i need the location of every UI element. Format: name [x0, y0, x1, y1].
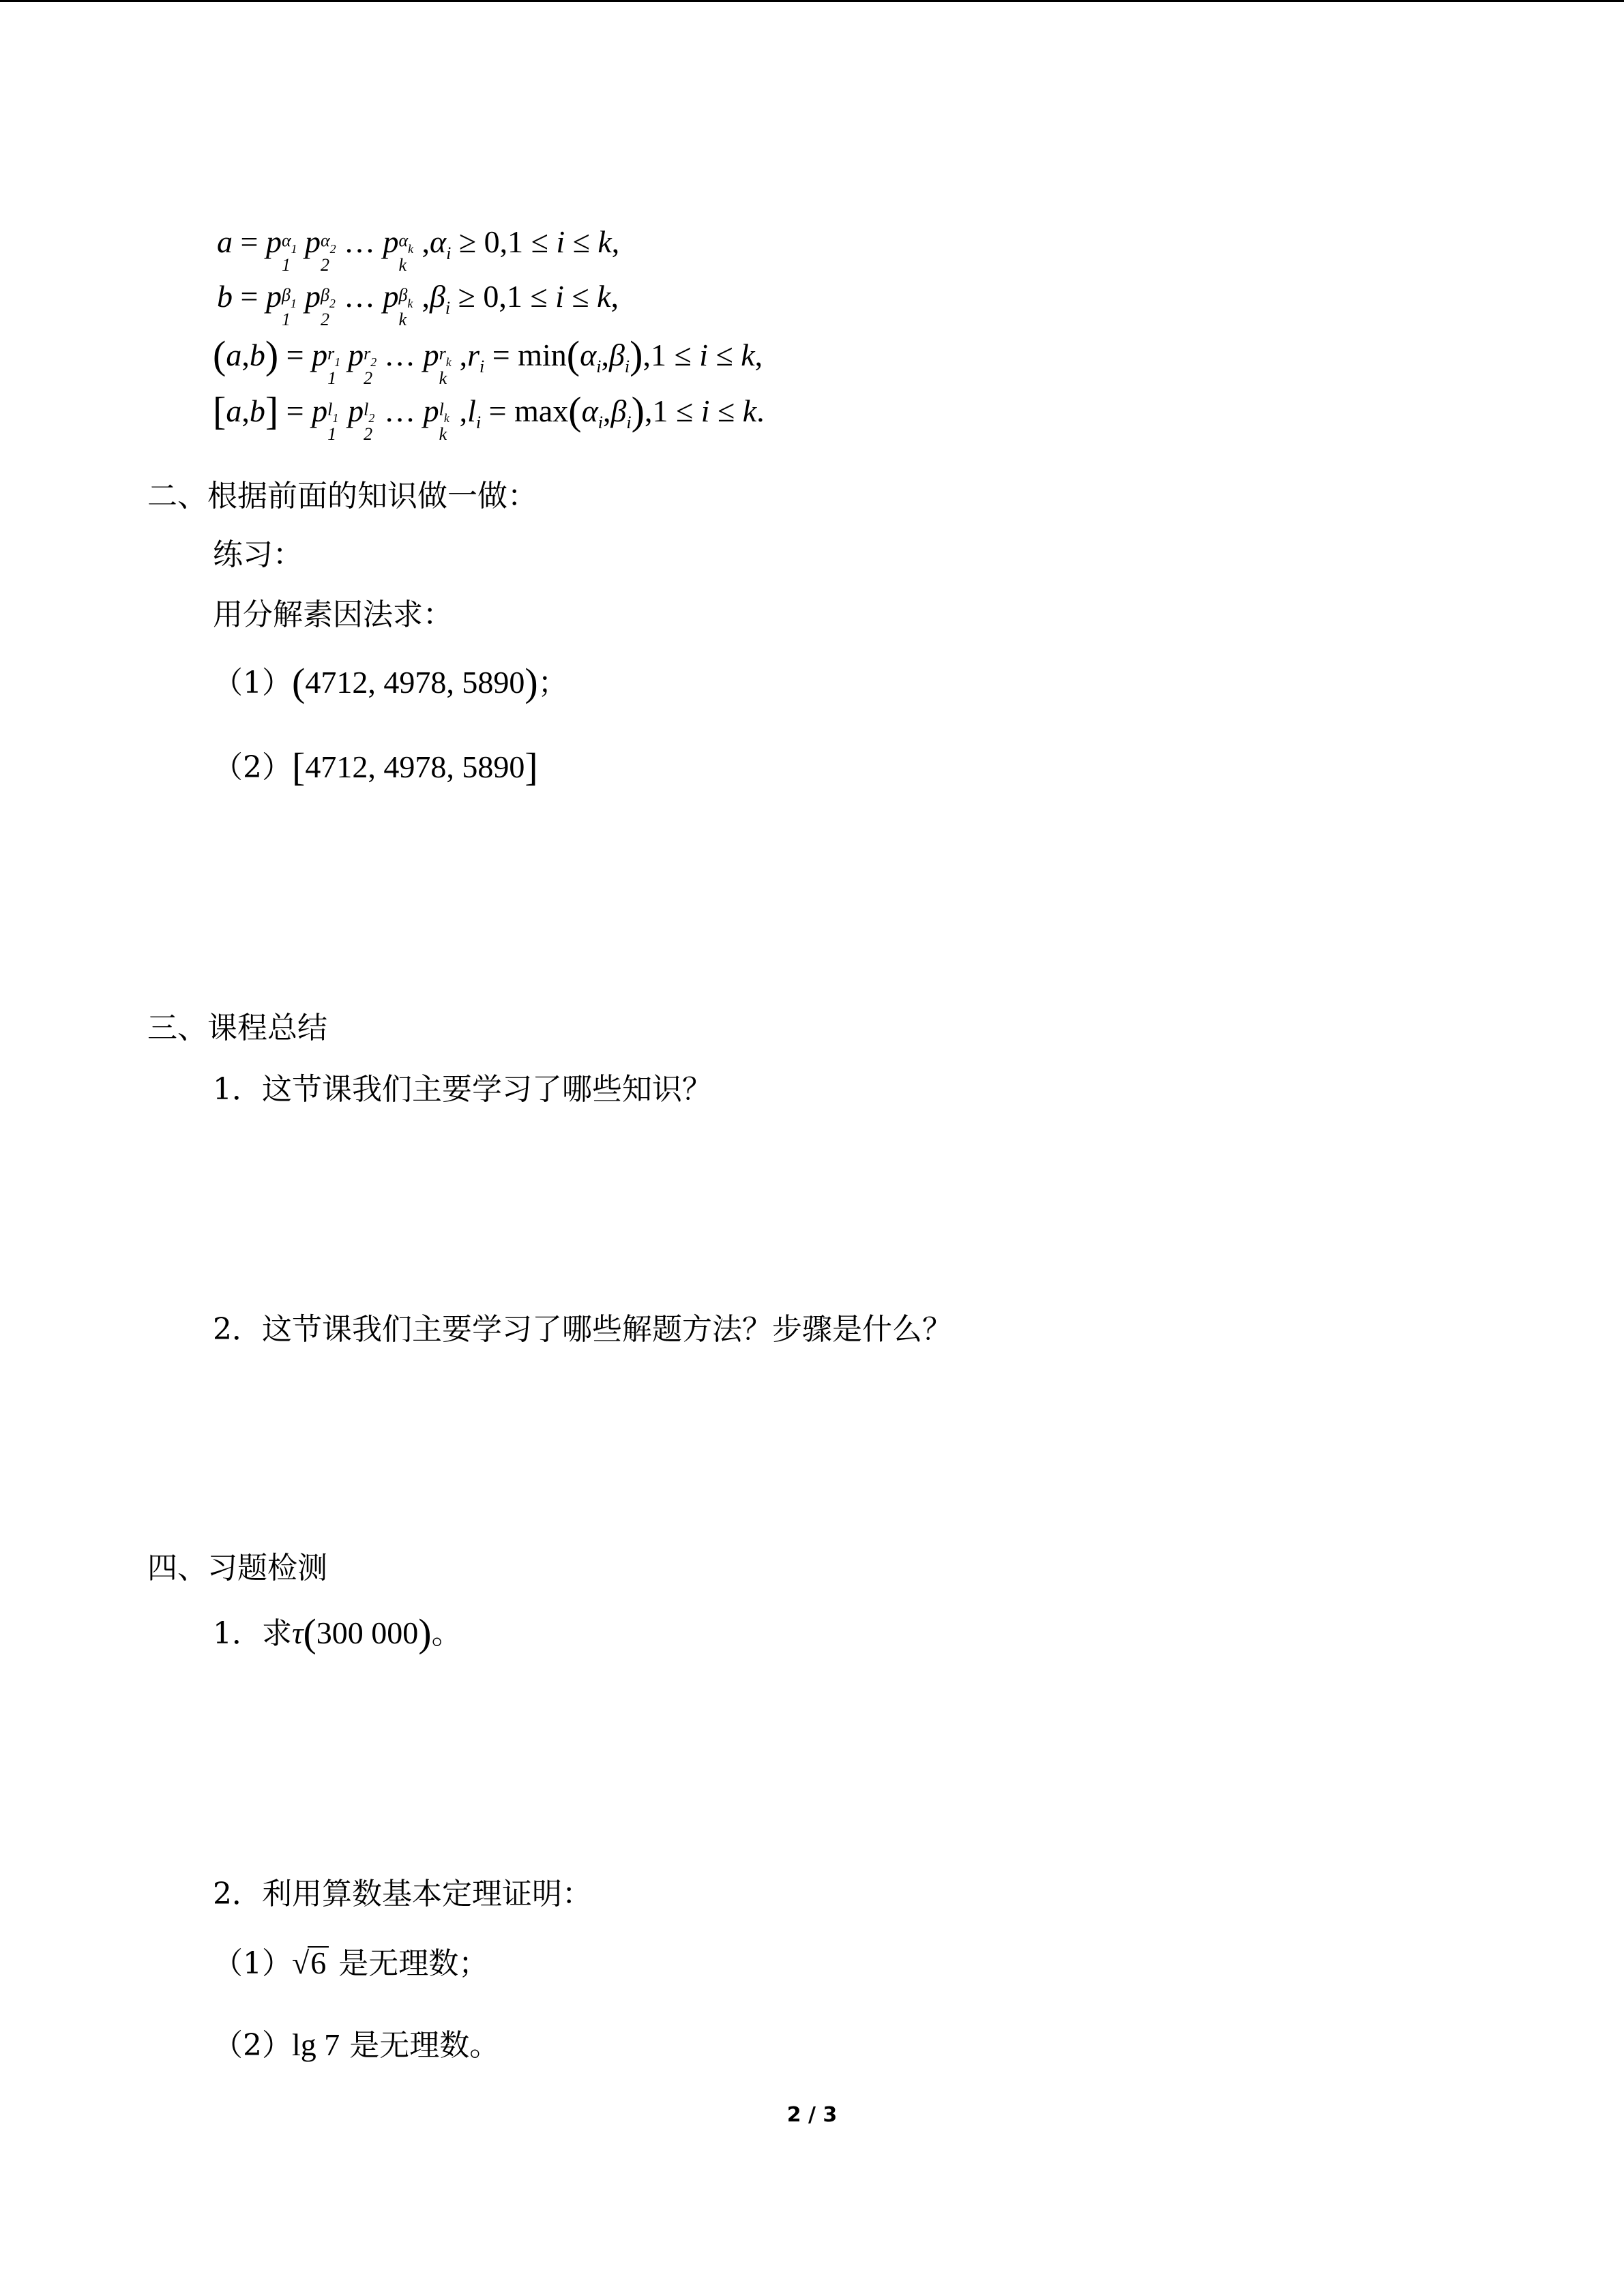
section3-heading: 三、课程总结 [147, 1011, 327, 1045]
tau-argument: 300 000 [316, 1615, 419, 1650]
summary-question-1: 1．这节课我们主要学习了哪些知识？ [213, 1072, 712, 1107]
exercise-1-label: （1） [213, 666, 292, 700]
exercise-1-expr: 4712, 4978, 5890 [305, 665, 525, 700]
formula-lcm: [a,b] = p $l_1$ 1 p $l_2$ 2 … p $l_k$ k $,l_i = \max(\alpha_i,\beta_i),1 \le i \le k$. [213, 389, 765, 444]
exercise-2: （2）[4712, 4978, 5890] [213, 745, 538, 789]
proof-item-1: （1）√6 是无理数； [213, 1945, 489, 1981]
exercise-2-label: （2） [213, 750, 292, 785]
test-question-2: 2．利用算数基本定理证明： [213, 1877, 592, 1911]
summary-question-2: 2．这节课我们主要学习了哪些解题方法？步骤是什么？ [213, 1312, 952, 1347]
instruction-text: 用分解素因法求： [213, 597, 453, 632]
page-number: 2 / 3 [786, 2103, 838, 2127]
sqrt-radicand: 6 [308, 1946, 329, 1979]
test-question-1-end: 。 [431, 1616, 462, 1651]
formula-gcd: (a,b) = p $r_1$ 1 p $r_2$ 2 … p $r_k$ k $,r_i = \min(\alpha_i,\beta_i),1 \le i \le k$, [213, 333, 763, 388]
top-border [0, 0, 1624, 2]
proof-item-1-label: （1） [213, 1946, 292, 1981]
proof-item-2-text: 是无理数。 [349, 2028, 500, 2063]
test-question-1-prefix: 1．求 [213, 1616, 292, 1651]
test-question-1: 1．求τ(300 000)。 [213, 1611, 462, 1655]
formula-b: b = p $\beta_1$ 1 p $\beta_2$ 2 … p $\beta_k$ k $,\beta_i \ge 0,1 \le i \le k$, [217, 279, 619, 329]
exercise-2-expr: 4712, 4978, 5890 [305, 749, 525, 784]
exercise-1: （1）(4712, 4978, 5890)； [213, 660, 568, 704]
practice-label: 练习： [213, 537, 303, 572]
section4-heading: 四、习题检测 [147, 1551, 327, 1585]
proof-item-1-text: 是无理数； [338, 1946, 489, 1981]
proof-item-2 [213, 2029, 499, 2061]
exercise-1-end: ； [537, 666, 568, 700]
formula-a: a = p $\alpha_1$ 1 p $\alpha_2$ 2 … p $\alpha_k$ k $,\alpha_i \ge 0,1 \le i \le k$, [217, 224, 620, 275]
section2-heading: 二、根据前面的知识做一做： [147, 479, 537, 513]
proof-item-2-label: （2） [213, 2028, 292, 2063]
lg7-expr: lg 7 [292, 2027, 340, 2062]
tau-symbol: τ [292, 1615, 304, 1650]
